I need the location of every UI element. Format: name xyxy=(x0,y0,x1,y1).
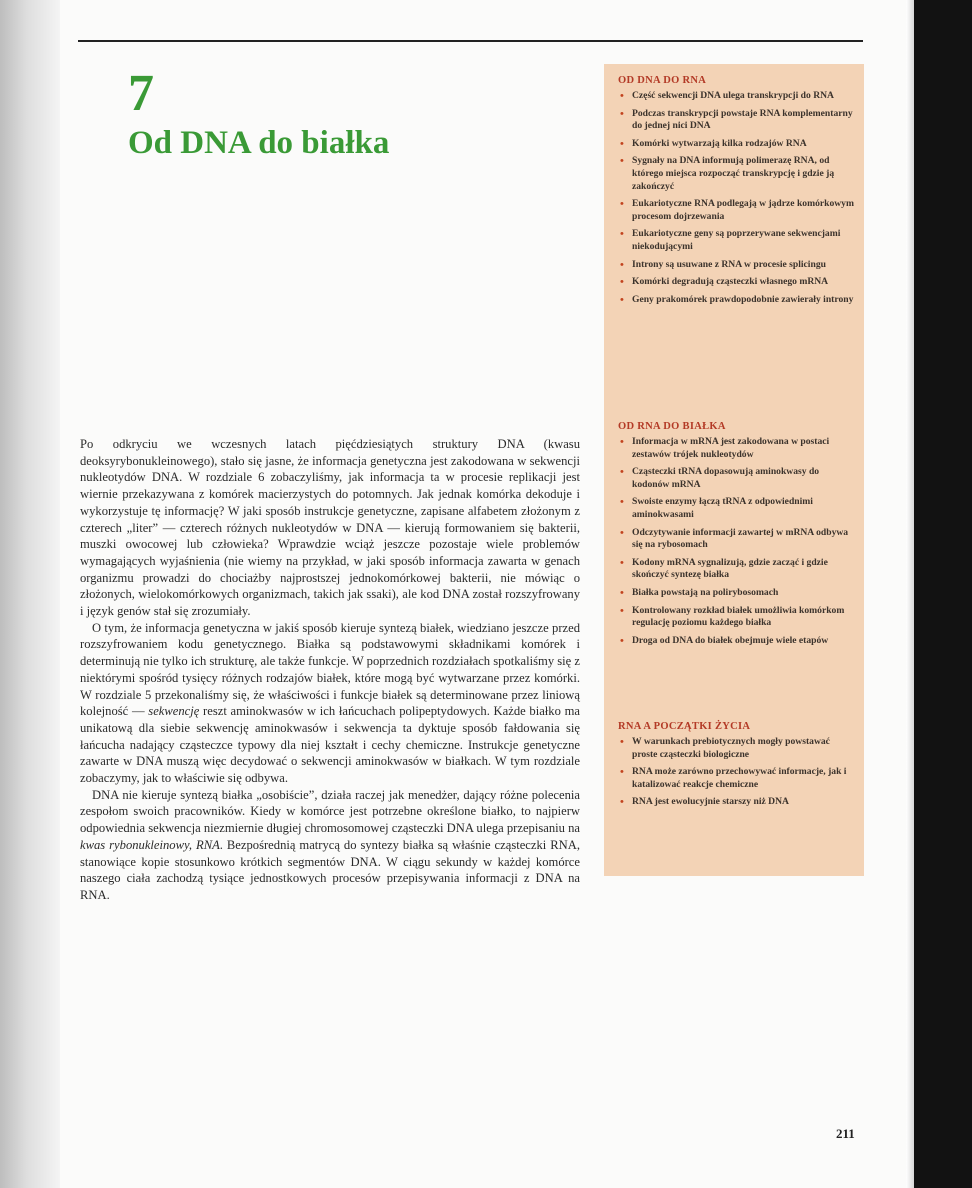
outline-item: • Eukariotyczne geny są poprzerywane sekwencjami niekodującymi xyxy=(618,228,856,253)
body-paragraph-3-part-a: DNA nie kieruje syntezą białka „osobiście”, działa raczej jak menedżer, dający różne polecenia zespołom swoich pracowników. Kiedy w komórce jest potrzebne określone białko, to najpierw odpowiednia sekwencja niezmiernie długiej chromosomowej cząsteczki DNA ulega przepisaniu na xyxy=(80,787,580,836)
chapter-number: 7 xyxy=(128,65,154,122)
outline-section-dna-to-rna xyxy=(618,74,856,311)
outline-item: • W warunkach prebiotycznych mogły powstawać proste cząsteczki biologiczne xyxy=(618,736,856,761)
outline-item: • RNA jest ewolucyjnie starszy niż DNA xyxy=(618,796,856,809)
body-paragraph-3-emphasis: kwas rybonukleinowy, RNA xyxy=(80,837,220,852)
outline-item: • Białka powstają na polirybosomach xyxy=(618,587,856,600)
chapter-title: Od DNA do białka xyxy=(128,125,390,161)
outline-item: • Droga od DNA do białek obejmuje wiele etapów xyxy=(618,635,856,648)
top-rule xyxy=(78,40,863,42)
outline-item: • Swoiste enzymy łączą tRNA z odpowiednimi aminokwasami xyxy=(618,496,856,521)
page-edge-shadow xyxy=(906,0,914,1188)
body-text xyxy=(80,436,580,904)
outline-item: • Odczytywanie informacji zawartej w mRNA odbywa się na rybosomach xyxy=(618,527,856,552)
outline-item: • Część sekwencji DNA ulega transkrypcji do RNA xyxy=(618,90,856,103)
outline-heading: RNA A POCZĄTKI ŻYCIA xyxy=(618,721,751,732)
body-paragraph-1: Po odkryciu we wczesnych latach pięćdziesiątych struktury DNA (kwasu deoksyrybonukleinowego), stało się jasne, że informacja genetyczna jest zakodowana w sekwencji nukleotydów DNA. W rozdziale 6 zobaczyliśmy, jak informacja ta w procesie replikacji jest wiernie przekazywana z komórek macierzystych do potomnych. Jak jednak komórka dekoduje i wykorzystuje tę informację? W jaki sposób instrukcje genetyczne, zapisane alfabetem złożonym z czterech „liter” — czterech różnych nukleotydów w DNA — kierują formowaniem się bakterii, muszki owocowej lub człowieka? Wprawdzie wciąż jeszcze pozostaje wiele problemów wymagających wyjaśnienia (nie wiemy na przykład, w jaki sposób informacja zawarta w genach organizmu prowadzi do chociażby najprostszej jednokomórkowej bakterii, nie mówiąc o złożonych, wielokomórkowych organizmach, takich jak ssaki), ale kod DNA został rozszyfrowany i język genów stał się zrozumiały. xyxy=(80,437,580,619)
body-paragraph-2-emphasis: sekwencję xyxy=(148,704,200,719)
outline-item: • Cząsteczki tRNA dopasowują aminokwasy do kodonów mRNA xyxy=(618,466,856,491)
chapter-outline-sidebar xyxy=(604,64,864,876)
outline-list xyxy=(618,90,856,306)
outline-item: • Informacja w mRNA jest zakodowana w postaci zestawów trójek nukleotydów xyxy=(618,436,856,461)
outline-item: • Kodony mRNA sygnalizują, gdzie zacząć i gdzie skończyć syntezę białka xyxy=(618,557,856,582)
outline-list xyxy=(618,736,856,809)
scan-right-margin xyxy=(914,0,972,1188)
outline-section-rna-origins xyxy=(618,720,856,814)
outline-item: • Eukariotyczne RNA podlegają w jądrze komórkowym procesom dojrzewania xyxy=(618,198,856,223)
scan-left-margin xyxy=(0,0,60,1188)
body-paragraph-2-part-a: O tym, że informacja genetyczna w jakiś sposób kieruje syntezą białek, wiedziano jeszcze przed rozszyfrowaniem kodu genetycznego. Białka są podstawowymi składnikami komórek i determinują nie tylko ich strukturę, ale także funkcje. W poprzednich rozdziałach spotkaliśmy się z niektórymi spośród tysięcy różnych rodzajów białek, które mogą być wytwarzane przez komórki. W rozdziale 5 przekonaliśmy się, że właściwości i funkcje białek są determinowane przez liniową kolejność — xyxy=(80,620,580,719)
outline-heading: OD RNA DO BIAŁKA xyxy=(618,421,726,432)
outline-item: • Komórki degradują cząsteczki własnego mRNA xyxy=(618,276,856,289)
outline-item: • Geny prakomórek prawdopodobnie zawierały introny xyxy=(618,294,856,307)
body-paragraph-3 xyxy=(80,787,580,904)
outline-section-rna-to-protein xyxy=(618,420,856,652)
page-number: 211 xyxy=(836,1126,855,1141)
outline-item: • Komórki wytwarzają kilka rodzajów RNA xyxy=(618,138,856,151)
outline-item: • Podczas transkrypcji powstaje RNA komplementarny do jednej nici DNA xyxy=(618,108,856,133)
body-paragraph-2-part-b: reszt aminokwasów w ich łańcuchach polipeptydowych. Każde białko ma unikatową dla siebie sekwencję aminokwasów i sekwencja ta dyktuje sposób fałdowania się łańcucha nadający cząsteczce typowy dla niej kształt i cechy chemiczne. Instrukcje genetyczne zawarte w DNA muszą więc decydować o sekwencji aminokwasów w białkach. W tym rozdziale zobaczymy, jak to właściwie się odbywa. xyxy=(80,704,580,786)
outline-item: • Sygnały na DNA informują polimerazę RNA, od którego miejsca rozpocząć transkrypcję i gdzie ją zakończyć xyxy=(618,155,856,193)
body-paragraph-3-part-b: . Bezpośrednią matrycą do syntezy białka są właśnie cząsteczki RNA, stanowiące kopie stosunkowo krótkich segmentów DNA. W ciągu sekundy w każdej komórce naszego ciała zachodzą tysiące jednostkowych procesów przepisywania informacji z DNA na RNA. xyxy=(80,837,580,902)
outline-heading: OD DNA DO RNA xyxy=(618,75,707,86)
body-paragraph-2 xyxy=(80,620,580,787)
outline-item: • Introny są usuwane z RNA w procesie splicingu xyxy=(618,259,856,272)
outline-item: • RNA może zarówno przechowywać informacje, jak i katalizować reakcje chemiczne xyxy=(618,766,856,791)
outline-list xyxy=(618,436,856,647)
outline-item: • Kontrolowany rozkład białek umożliwia komórkom regulację poziomu każdego białka xyxy=(618,605,856,630)
